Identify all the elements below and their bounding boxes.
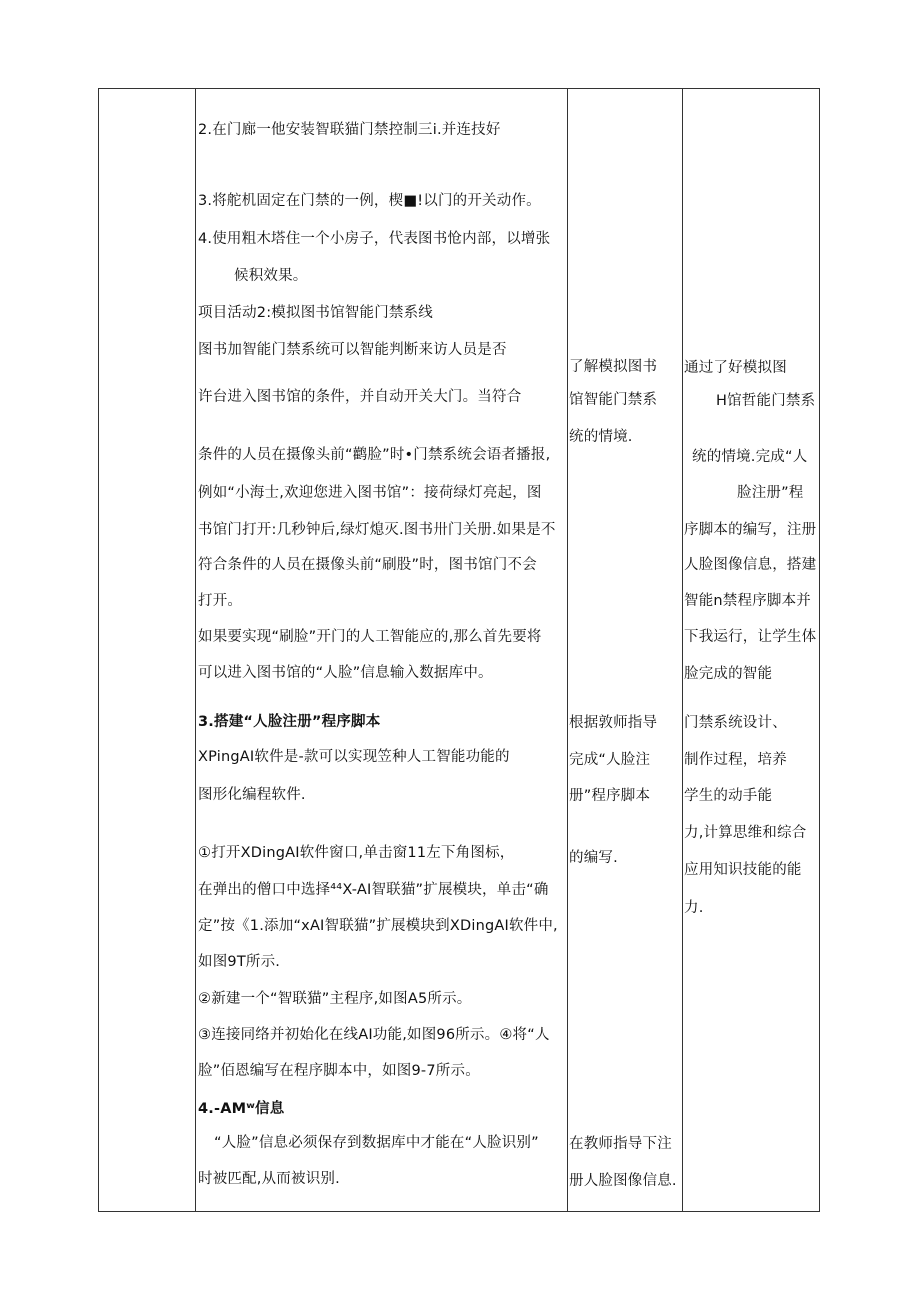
student-line: 根据敦师指导: [569, 715, 658, 731]
design-purpose-column: [683, 89, 819, 1211]
purpose-line: 人脸图像信息，搭建: [684, 557, 817, 573]
content-line: 4.使用粗木塔住一个小房子，代表图书怆内部，以增张: [198, 231, 551, 247]
content-line: 3.将舵机固定在门禁的一例，楔■!以门的开关动作。: [198, 193, 541, 209]
content-line: 许台进入图书馆的条件，并自动开关大门。当符合: [198, 389, 522, 405]
section-heading: 3.搭建“人脸注册”程序脚本: [198, 714, 381, 730]
purpose-line: 序脚本的编写，注册: [684, 522, 817, 538]
purpose-line: 下我运行，让学生体: [684, 629, 817, 645]
content-line: ③连接同络并初始化在线AI功能,如图96所示。④将“人: [198, 1027, 550, 1043]
purpose-line: 力.: [684, 900, 704, 916]
purpose-line: 门禁系统设计、: [684, 715, 787, 731]
content-line: 例如“小海士,欢迎您进入图书馆”：接荷绿灯亮起，图: [198, 485, 542, 501]
purpose-line: 制作过程，培养: [684, 752, 787, 768]
purpose-line: H馆哲能门禁系: [716, 393, 816, 409]
content-line: 2.在门廊一他安装智联猫门禁控制三i.并连技好: [198, 122, 501, 138]
student-line: 馆智能门禁系: [569, 392, 658, 408]
lesson-plan-table: [98, 88, 820, 1212]
purpose-line: 脸完成的智能: [684, 666, 773, 682]
content-line: 图书加智能门禁系统可以智能判断来访人员是否: [198, 342, 507, 358]
content-line: “人脸”信息必须保存到数据库中才能在“人脸识别”: [214, 1135, 539, 1151]
purpose-line: 应用知识技能的能: [684, 862, 802, 878]
content-line: 在弹出的僧口中选择⁴⁴X-AI智联猫”扩展模块，单击“确: [198, 882, 549, 898]
content-line: 如果要实现“刷脸”开门的人工智能应的,那么首先要将: [198, 629, 542, 645]
student-activity-column: [568, 89, 682, 1211]
purpose-line: 智能n禁程序脚本并: [684, 593, 811, 609]
purpose-line: 统的情境.完成“人: [692, 449, 808, 465]
content-line: 候积效果。: [234, 268, 308, 284]
content-line: ②新建一个“智联猫”主程序,如图A5所示。: [198, 991, 472, 1007]
content-line: 打开。: [198, 593, 243, 609]
content-line: 符合条件的人员在摄像头前“刷股”时，图书馆门不会: [198, 557, 537, 573]
section-heading: 4.-AMʷ信息: [198, 1101, 285, 1117]
student-line: 完成“人脸注: [569, 752, 651, 768]
content-line: 图形化编程软件.: [198, 787, 306, 803]
student-line: 统的情境.: [569, 429, 633, 445]
purpose-line: 学生的动手能: [684, 788, 773, 804]
student-line: 了解模拟图书: [569, 359, 658, 375]
content-line: 如图9T所示.: [198, 954, 281, 970]
purpose-line: 通过了好模拟图: [684, 360, 787, 376]
content-line: ①打开XDingAI软件窗口,单击窗11左下角图标，: [198, 845, 515, 861]
student-line: 的编写.: [569, 850, 618, 866]
content-line: XPingAI软件是-款可以实现笠种人工智能功能的: [198, 749, 510, 765]
section-heading: 项目活动2:模拟图书馆智能门禁系线: [198, 305, 434, 321]
student-line: 册”程序脚本: [569, 788, 651, 804]
student-line: 册人脸图像信息.: [569, 1173, 677, 1189]
purpose-line: 脸注册”程: [737, 485, 804, 501]
content-column: [196, 89, 567, 1211]
content-line: 时被匹配,从而被识别.: [198, 1171, 340, 1187]
content-line: 书馆门打开:几秒钟后,绿灯熄灭.图书卅门关册.如果是不: [198, 522, 556, 538]
content-line: 条件的人员在摄像头前“鹳脸”时•门禁系统会语者播报,: [198, 447, 551, 463]
student-line: 在教师指导下注: [569, 1136, 672, 1152]
content-line: 可以进入图书馆的“人脸”信息输入数据库中。: [198, 665, 493, 681]
content-line: 脸”佰恩编写在程序脚本中，如图9-7所示。: [198, 1063, 480, 1079]
purpose-line: 力,计算思维和综合: [684, 825, 807, 841]
content-line: 定”按《1.添加“xAI智联猫”扩展模块到XDingAI软件中,: [198, 918, 558, 934]
